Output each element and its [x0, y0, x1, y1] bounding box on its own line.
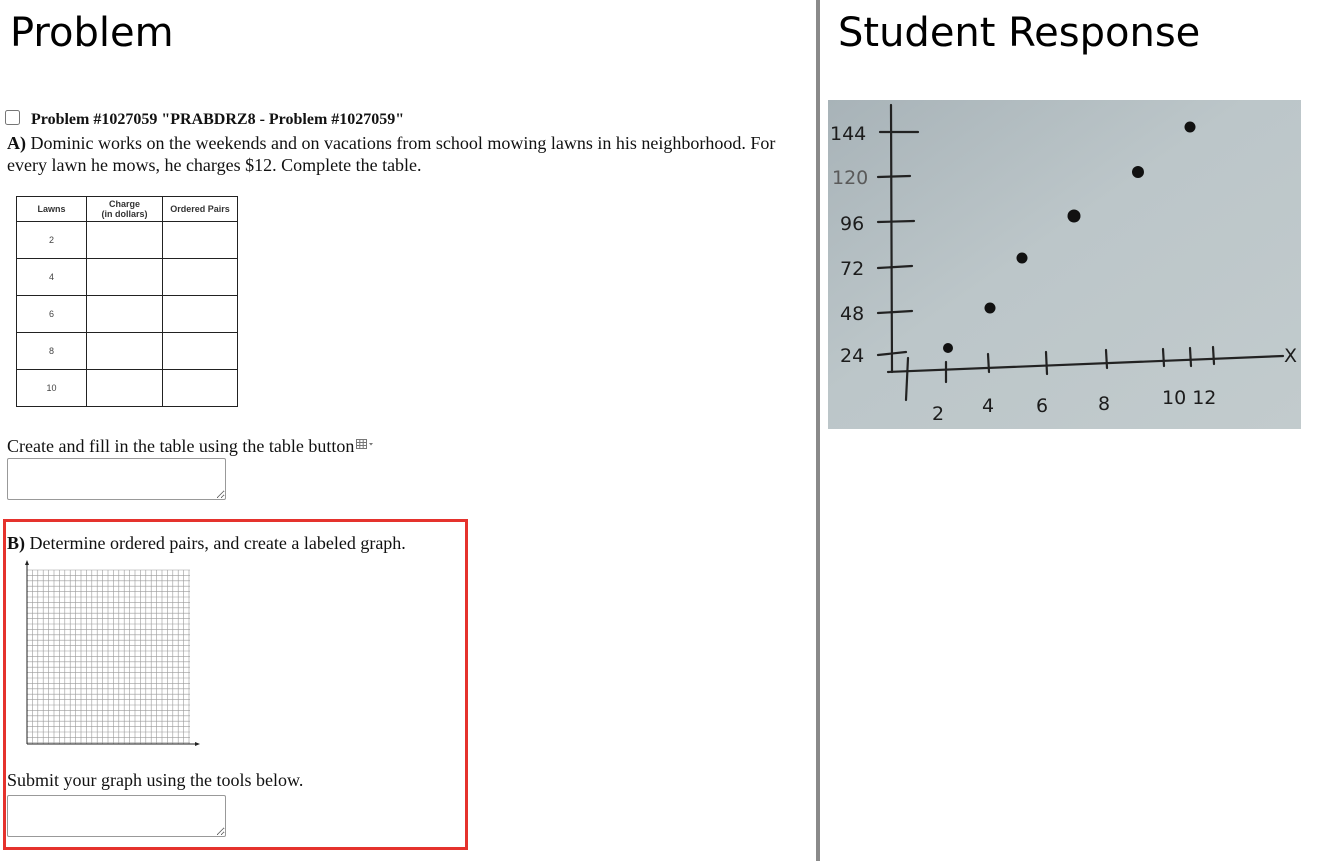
- charge-cell: [87, 259, 163, 296]
- create-table-text: Create and fill in the table using the table button: [7, 436, 355, 456]
- table-icon: [356, 439, 374, 449]
- table-row: [17, 296, 238, 333]
- part-b-question: [7, 533, 406, 554]
- student-response-title: Student Response: [838, 10, 1201, 56]
- charge-cell: [87, 333, 163, 370]
- part-a-text: Dominic works on the weekends and on vacations from school mowing lawns in his neighborhood. For every lawn he mows, he charges $12. Complete the table.: [7, 133, 776, 175]
- table-button[interactable]: [356, 433, 374, 454]
- photo-y-label: 24: [840, 345, 865, 367]
- problem-pane-title: Problem: [10, 10, 174, 56]
- blank-graph-grid: [20, 556, 205, 756]
- charge-cell: [87, 296, 163, 333]
- lawns-cell: 10: [17, 370, 87, 407]
- photo-x-label: 10 12: [1162, 387, 1217, 409]
- pair-cell: [163, 222, 238, 259]
- header-ordered-pairs: Ordered Pairs: [163, 197, 238, 222]
- answer-b-field[interactable]: [7, 795, 226, 837]
- table-row: [17, 333, 238, 370]
- pair-cell: [163, 370, 238, 407]
- photo-y-label: 120: [832, 167, 869, 189]
- part-b-text: Determine ordered pairs, and create a labeled graph.: [29, 533, 406, 553]
- header-charge-line1: Charge: [108, 199, 140, 209]
- lawns-cell: 2: [17, 222, 87, 259]
- part-a-question: [7, 132, 797, 176]
- lawns-cell: 4: [17, 259, 87, 296]
- lawns-cell: 8: [17, 333, 87, 370]
- lawns-cell: 6: [17, 296, 87, 333]
- student-graph-photo: [828, 100, 1301, 429]
- lawns-table: [16, 196, 238, 407]
- submit-graph-instruction: Submit your graph using the tools below.: [7, 770, 304, 790]
- photo-y-label: 96: [840, 213, 865, 235]
- pair-cell: [163, 333, 238, 370]
- photo-y-label: 48: [840, 303, 865, 325]
- table-row: [17, 222, 238, 259]
- header-charge-line2: (in dollars): [101, 209, 148, 219]
- table-row: [17, 370, 238, 407]
- part-b-letter: B): [7, 533, 25, 553]
- part-a-letter: A): [7, 133, 26, 153]
- pair-cell: [163, 259, 238, 296]
- photo-y-label: 72: [840, 258, 865, 280]
- problem-header: [5, 108, 404, 126]
- photo-x-axis-letter: X: [1284, 345, 1298, 367]
- photo-y-label: 144: [830, 123, 867, 145]
- header-lawns: Lawns: [17, 197, 87, 222]
- photo-x-label: 6: [1036, 395, 1049, 417]
- photo-x-label: 2: [932, 403, 945, 425]
- charge-cell: [87, 370, 163, 407]
- header-charge: [87, 197, 163, 222]
- pair-cell: [163, 296, 238, 333]
- photo-x-label: 4: [982, 395, 995, 417]
- create-table-instruction: [7, 433, 374, 457]
- table-row: [17, 259, 238, 296]
- charge-cell: [87, 222, 163, 259]
- problem-label: Problem #1027059 "PRABDRZ8 - Problem #1027059": [31, 111, 405, 128]
- photo-x-label: 8: [1098, 393, 1111, 415]
- student-response-pane: [820, 0, 1318, 861]
- answer-a-field[interactable]: [7, 458, 226, 500]
- problem-select-checkbox[interactable]: [5, 110, 20, 125]
